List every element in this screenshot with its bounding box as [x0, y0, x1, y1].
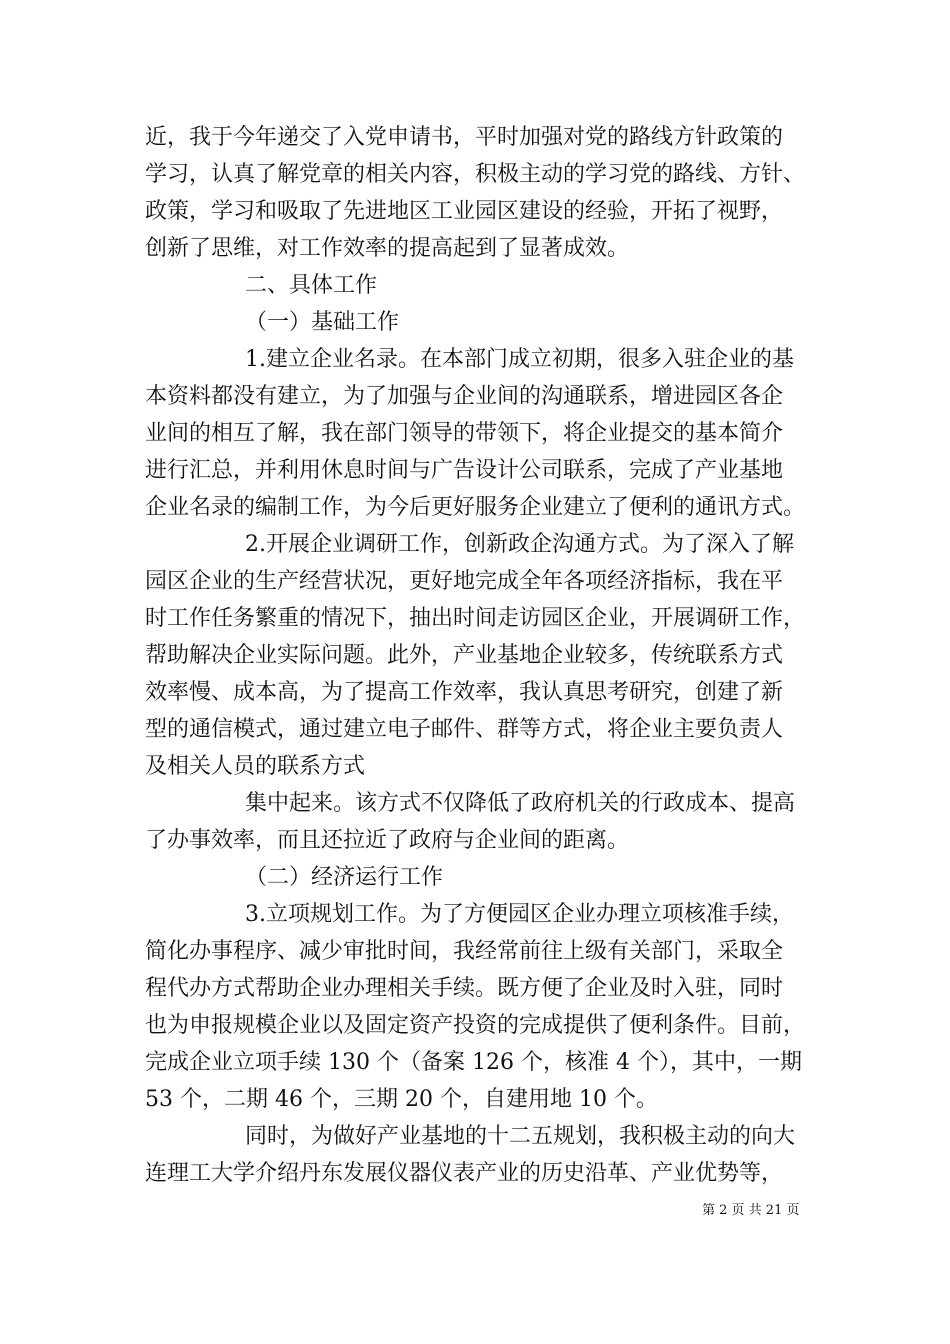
text-line: 53 个，二期 46 个，三期 20 个，自建用地 10 个。 [145, 1087, 658, 1112]
document-body [145, 119, 810, 1192]
text-line: 时工作任务繁重的情况下，抽出时间走访园区企业，开展调研工作， [145, 606, 806, 631]
text-line: 集中起来。该方式不仅降低了政府机关的行政成本、提高 [245, 791, 796, 816]
text-line: 本资料都没有建立，为了加强与企业间的沟通联系，增进园区各企 [145, 384, 784, 409]
text-line: 简化办事程序、减少审批时间，我经常前往上级有关部门，采取全 [145, 939, 784, 964]
text-line: 政策，学习和吸取了先进地区工业园区建设的经验，开拓了视野， [145, 199, 784, 224]
text-line: （二）经济运行工作 [245, 865, 444, 890]
text-line: 程代办方式帮助企业办理相关手续。既方便了企业及时入驻，同时 [145, 976, 784, 1001]
text-line: 近，我于今年递交了入党申请书，平时加强对党的路线方针政策的 [145, 125, 784, 150]
text-line: 创新了思维，对工作效率的提高起到了显著成效。 [145, 236, 630, 261]
text-line: 同时，为做好产业基地的十二五规划，我积极主动的向大 [245, 1124, 796, 1149]
text-line: 园区企业的生产经营状况，更好地完成全年各项经济指标，我在平 [145, 569, 784, 594]
text-line: 学习，认真了解党章的相关内容，积极主动的学习党的路线、方针、 [145, 162, 806, 187]
text-line: 二、具体工作 [245, 273, 378, 298]
text-line: 2.开展企业调研工作，创新政企沟通方式。为了深入了解 [245, 532, 794, 557]
text-line: 进行汇总，并利用休息时间与广告设计公司联系，完成了产业基地 [145, 458, 784, 483]
text-line: 帮助解决企业实际问题。此外，产业基地企业较多，传统联系方式 [145, 643, 784, 668]
text-line: 完成企业立项手续 130 个（备案 126 个，核准 4 个），其中，一期 [145, 1050, 802, 1075]
text-line: 3.立项规划工作。为了方便园区企业办理立项核准手续， [245, 902, 794, 927]
text-line: 也为申报规模企业以及固定资产投资的完成提供了便利条件。目前， [145, 1013, 806, 1038]
text-line: 1.建立企业名录。在本部门成立初期，很多入驻企业的基 [245, 347, 794, 372]
text-line: 连理工大学介绍丹东发展仪器仪表产业的历史沿革、产业优势等， [145, 1161, 784, 1186]
text-line: 了办事效率，而且还拉近了政府与企业间的距离。 [145, 828, 630, 853]
text-line: 企业名录的编制工作，为今后更好服务企业建立了便利的通讯方式。 [145, 495, 806, 520]
text-line: 效率慢、成本高，为了提高工作效率，我认真思考研究，创建了新 [145, 680, 784, 705]
page-footer: 第 2 页 共 21 页 [702, 1203, 800, 1218]
text-line: 及相关人员的联系方式 [145, 754, 366, 779]
text-line: 型的通信模式，通过建立电子邮件、群等方式，将企业主要负责人 [145, 717, 784, 742]
text-line: （一）基础工作 [245, 310, 400, 335]
text-line: 业间的相互了解，我在部门领导的带领下，将企业提交的基本简介 [145, 421, 784, 446]
